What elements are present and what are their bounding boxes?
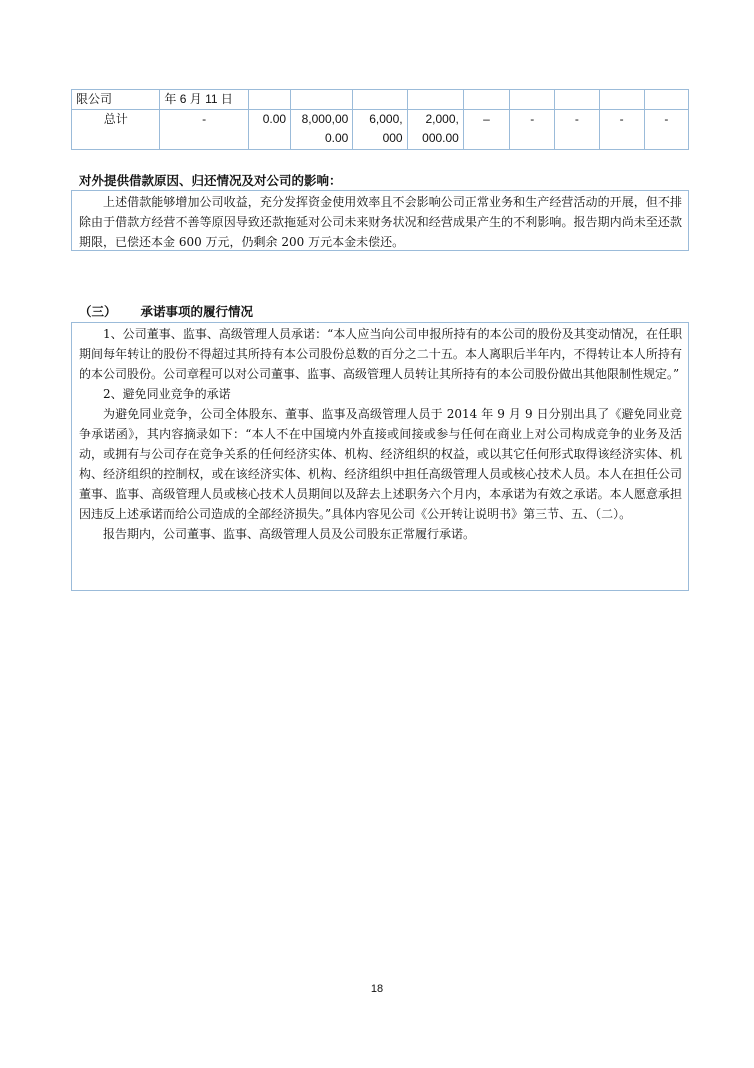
table-cell <box>644 90 688 110</box>
loan-impact-paragraph: 上述借款能够增加公司收益，充分发挥资金使用效率且不会影响公司正常业务和生产经营活动的开展，但不排除由于借款方经营不善等原因导致还款拖延对公司未来财务状况和经营成果产生的不利影响。报告期内尚未至还款期限，已偿还本金 600 万元，仍剩余 200 万元本金未偿还。 <box>79 195 682 249</box>
table-cell: 8,000,00 0.00 <box>291 110 353 150</box>
table-cell: 0.00 <box>248 110 290 150</box>
table-cell <box>291 90 353 110</box>
commitment-paragraph: 2、避免同业竞争的承诺 <box>103 387 231 401</box>
loan-impact-heading: 对外提供借款原因、归还情况及对公司的影响： <box>79 174 342 188</box>
commitment-paragraph: 为避免同业竞争，公司全体股东、董事、监事及高级管理人员于 2014 年 9 月 9 日分别出具了《避免同业竞争承诺函》，其内容摘录如下：“本人不在中国境内外直接或间接或参与任何在商业上对公司构成竞争的业务及活动，或拥有与公司存在竞争关系的任何经济实体、机构、经济组织的权益，或以其它任何形式取得该经济实体、机构、经济组织的控制权，或在该经济实体、机构、经济组织中担任高级管理人员或核心技术人员。本人在担任公司董事、监事、高级管理人员或核心技术人员期间以及辞去上述职务六个月内，本承诺为有效之承诺。本人愿意承担因违反上述承诺而给公司造成的全部经济损失。”具体内容见公司《公开转让说明书》第三节、五、（二）。 <box>79 407 682 521</box>
table-row-total <box>72 110 689 150</box>
commitment-paragraph: 报告期内，公司董事、监事、高级管理人员及公司股东正常履行承诺。 <box>103 527 476 541</box>
table-cell <box>599 90 644 110</box>
table-cell: - <box>599 110 644 150</box>
table-cell <box>555 90 599 110</box>
table-cell: 2,000, 000.00 <box>407 110 463 150</box>
table-cell: 总计 <box>72 110 160 150</box>
commitments-box <box>71 322 689 591</box>
table-cell <box>248 90 290 110</box>
table-cell <box>510 90 555 110</box>
loan-table <box>71 89 689 150</box>
loan-impact-box <box>71 190 689 251</box>
section-number: （三） <box>79 305 117 319</box>
table-cell <box>353 90 407 110</box>
table-cell: 6,000, 000 <box>353 110 407 150</box>
page-number: 18 <box>370 983 384 995</box>
table-cell: - <box>555 110 599 150</box>
table-cell: – <box>463 110 509 150</box>
table-row <box>72 90 689 110</box>
section-heading <box>79 302 253 320</box>
table-cell: - <box>644 110 688 150</box>
table-cell: - <box>510 110 555 150</box>
commitment-paragraph: 1、公司董事、监事、高级管理人员承诺：“本人应当向公司申报所持有的本公司的股份及其变动情况，在任职期间每年转让的股份不得超过其所持有本公司股份总数的百分之二十五。本人离职后半年内，不得转让本人所持有的本公司股份。公司章程可以对公司董事、监事、高级管理人员转让其所持有的本公司股份做出其他限制性规定。” <box>79 327 682 381</box>
table-cell <box>407 90 463 110</box>
table-cell: - <box>160 110 248 150</box>
table-cell <box>463 90 509 110</box>
section-title: 承诺事项的履行情况 <box>140 305 254 319</box>
table-cell: 限公司 <box>72 90 160 110</box>
table-cell: 年 6 月 11 日 <box>160 90 248 110</box>
